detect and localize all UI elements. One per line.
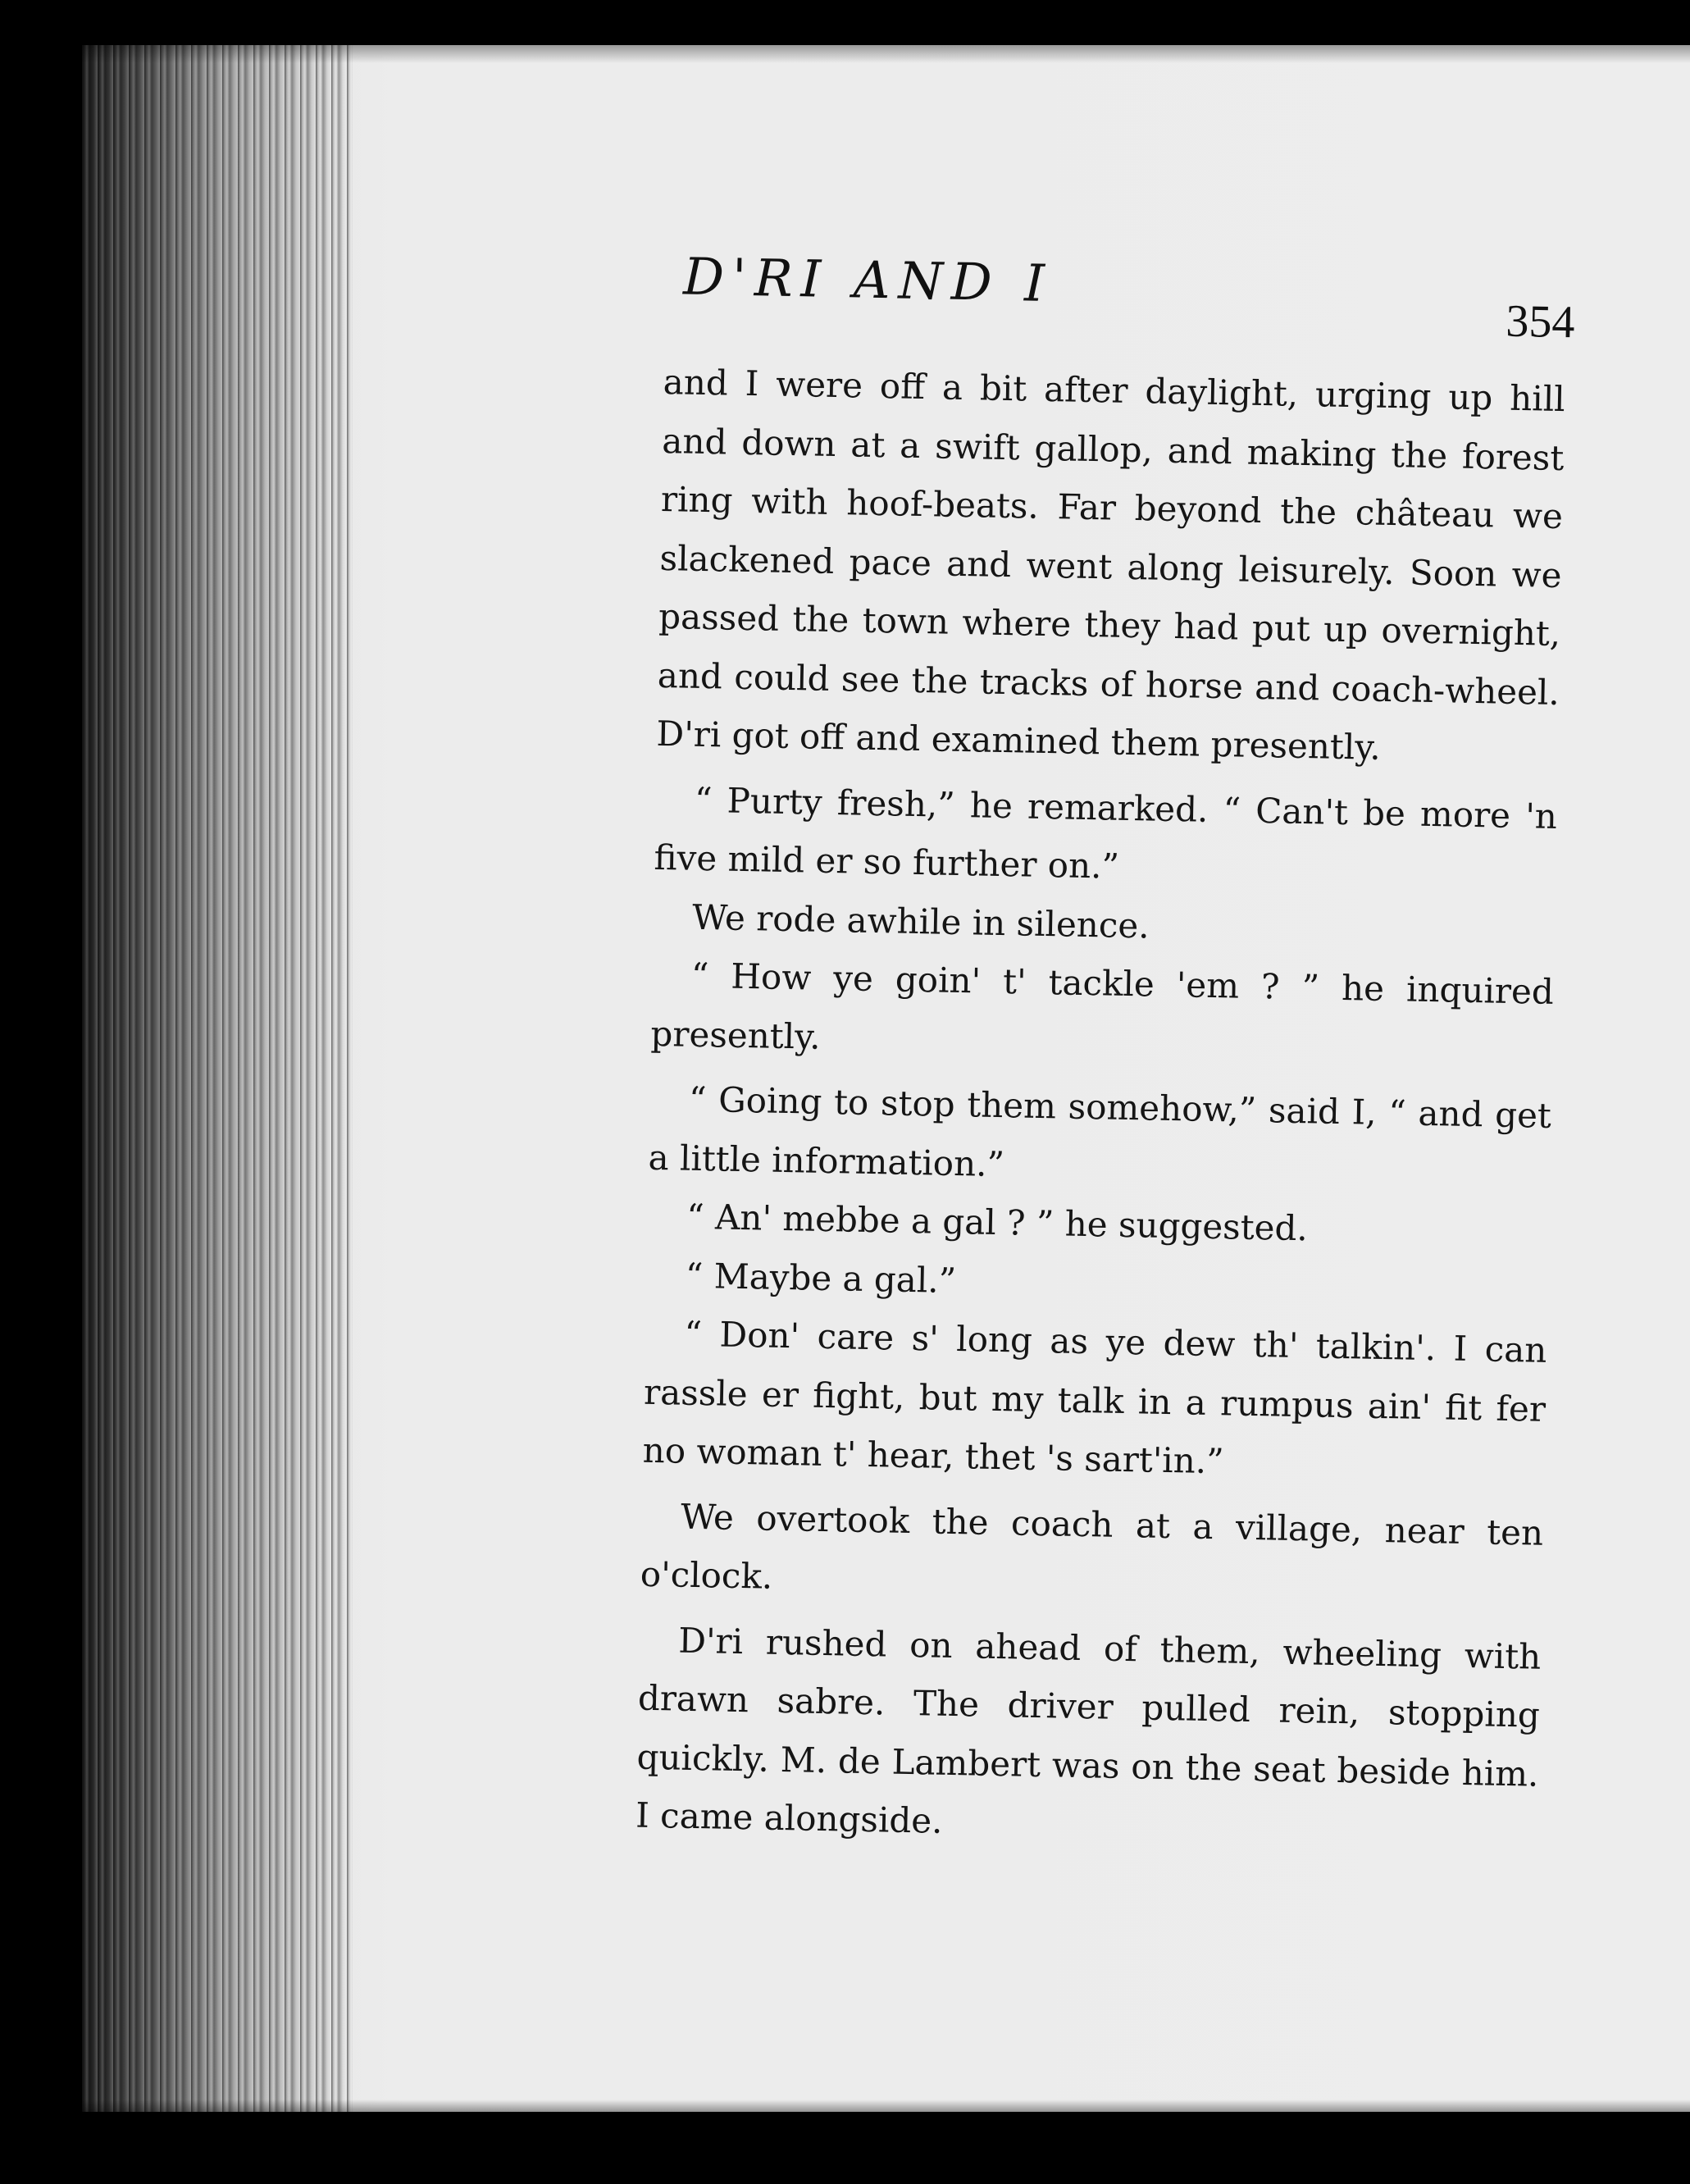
paragraph: “ Purty fresh,” he remarked. “ Can't be more 'n five mild er so further on.” [654,779,1558,887]
page-top-shadow [82,45,1690,63]
running-head [664,246,1576,370]
running-head-title: D'RI AND I [682,246,1054,314]
paragraph: “ Going to stop them somehow,” said I, “ and get a little information.” [648,1078,1552,1184]
paragraph: “ How ye goin' t' tackle 'em ? ” he inquired presently. [650,955,1555,1057]
paragraph: and I were off a bit after daylight, urging up hill and down at a swift gallop, and making the forest ring with hoof-beats. Far beyond the château we slackened pace and went along leisurely. Soon we passed the town where they had put up overnight, and could see the tracks of horse and coach-wheel. D'ri got off and examined them presently. [656,361,1566,768]
body-text [635,353,1566,1862]
paragraph: “ Maybe a gal.” [685,1255,957,1301]
page-bottom-edge [82,2100,1690,2132]
paragraph: D'ri rushed on ahead of them, wheeling with drawn sabre. The driver pulled rein, stopping quickly. M. de Lambert was on the seat beside him. I came alongside. [635,1620,1542,1841]
paragraph: We rode awhile in silence. [691,896,1150,946]
paragraph: “ Don' care s' long as ye dew th' talkin'. I can rassle er fight, but my talk in a rumpus ain' fit fer no woman t' hear, thet 's sart'in.” [642,1313,1547,1482]
book-gutter-shadow [82,45,353,2112]
paragraph: “ An' mebbe a gal ? ” he suggested. [686,1196,1309,1249]
text-block [635,246,1576,1862]
paragraph: We overtook the coach at a village, near ten o'clock. [640,1496,1544,1597]
page-number: 354 [1505,295,1576,349]
